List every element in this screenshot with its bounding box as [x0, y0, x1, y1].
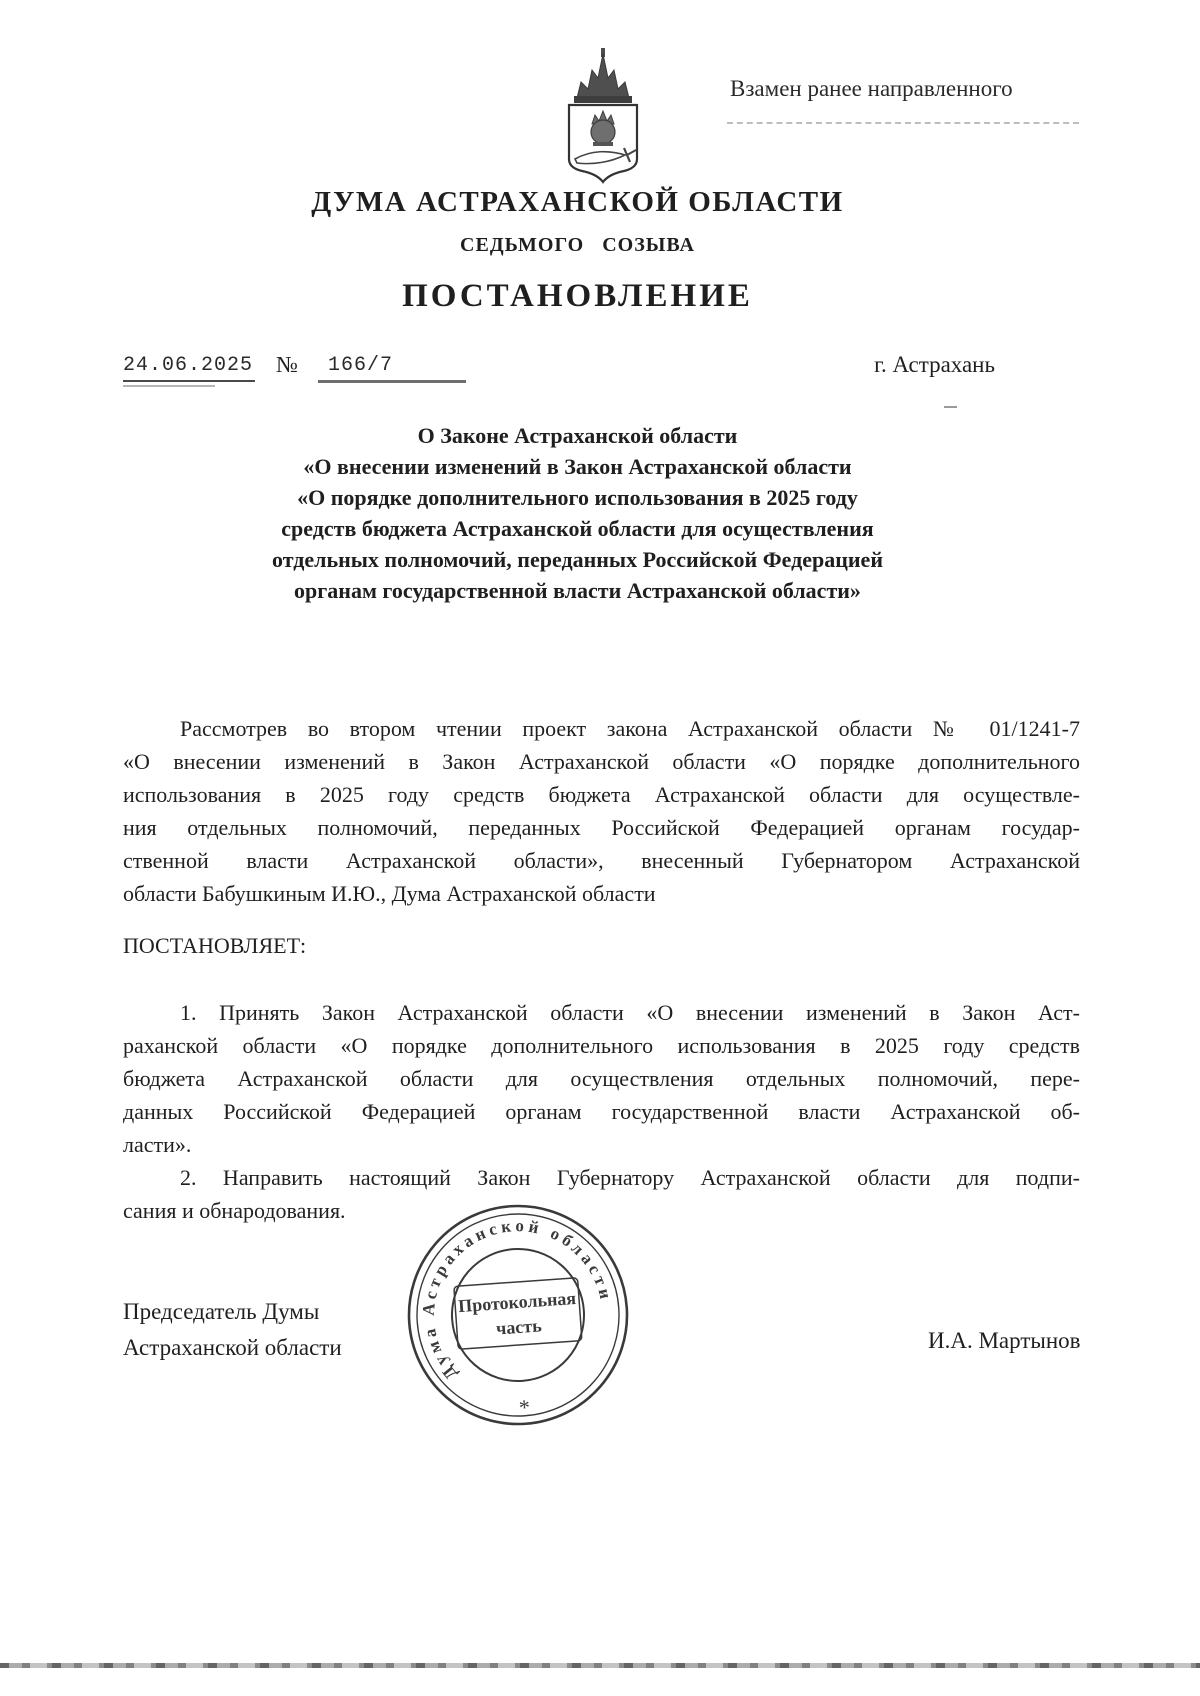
stamp-middle-ring — [410, 1207, 626, 1423]
document-date: 24.06.2025 — [123, 354, 255, 382]
body-line: сания и обнародования. — [123, 1198, 346, 1223]
convocation-label: СЕДЬМОГО СОЗЫВА — [460, 234, 695, 256]
body-line: бюджета Астраханской области для осуществления отдельных полномочий, пере- — [123, 1066, 1080, 1091]
replacement-dashed-line — [727, 122, 1079, 124]
organization-name: ДУМА АСТРАХАНСКОЙ ОБЛАСТИ — [311, 186, 844, 218]
inner-crown-band — [593, 142, 613, 146]
body-line: 2. Направить настоящий Закон Губернатору Астраханской области для подпи- — [180, 1165, 1080, 1190]
crown-band — [574, 96, 632, 103]
document-header — [75, 186, 1080, 315]
stamp-ring-text: Дума Астраханской области — [418, 1216, 617, 1384]
date-underline-artifact — [123, 385, 215, 387]
replacement-note: Взамен ранее направленного — [730, 76, 1013, 101]
scan-artifact-line — [0, 1663, 1200, 1668]
document-subject — [95, 420, 1060, 606]
resolution-item-1 — [123, 996, 1080, 1161]
subject-line: органам государственной власти Астраханской области» — [294, 578, 861, 603]
body-line: области Бабушкиным И.Ю., Дума Астраханской области — [123, 881, 656, 906]
subject-line: «О внесении изменений в Закон Астраханской области — [303, 454, 852, 479]
signer-role-line: Председатель Думы — [123, 1299, 320, 1324]
preamble-paragraph — [123, 712, 1080, 910]
body-line: раханской области «О порядке дополнительного использования в 2025 году средств — [123, 1033, 1080, 1058]
body-line: данных Российской Федерацией органам государственной власти Астраханской об- — [123, 1099, 1080, 1124]
signer-name: И.А. Мартынов — [928, 1328, 1081, 1353]
stamp-center-text-line2: часть — [495, 1315, 543, 1339]
document-number: 166/7 — [318, 354, 466, 383]
signer-role-line: Астраханской области — [123, 1335, 342, 1360]
astrakhan-coat-of-arms-icon — [547, 44, 659, 184]
body-line: 1. Принять Закон Астраханской области «О внесении изменений в Закон Аст- — [180, 1000, 1080, 1025]
big-crown — [577, 54, 629, 98]
stamp-center-text-line1: Протокольная — [457, 1287, 577, 1317]
body-line: ственной власти Астраханской области», внесенный Губернатором Астраханской — [123, 848, 1080, 873]
round-stamp — [398, 1195, 637, 1434]
subject-line: отдельных полномочий, переданных Российской Федерацией — [271, 547, 883, 572]
subject-line: «О порядке дополнительного использования в 2025 году — [297, 485, 858, 510]
subject-line: О Законе Астраханской области — [417, 423, 738, 448]
document-body — [123, 712, 1080, 1227]
signer-role — [123, 1294, 342, 1366]
body-line: использования в 2025 году средств бюджета Астраханской области для осуществле- — [123, 782, 1080, 807]
body-line: Рассмотрев во втором чтении проект закона Астраханской области № 01/1241-7 — [180, 716, 1080, 741]
city-tick-artifact — [944, 406, 957, 408]
subject-line: средств бюджета Астраханской области для осуществления — [281, 516, 874, 541]
resolves-label: ПОСТАНОВЛЯЕТ: — [123, 933, 307, 958]
body-line: ласти». — [123, 1132, 192, 1157]
number-sign: № — [276, 352, 298, 377]
body-line: «О внесении изменений в Закон Астраханской области «О порядке дополнительного — [123, 749, 1080, 774]
document-city: г. Астрахань — [874, 352, 995, 377]
body-line: ния отдельных полномочий, переданных Российской Федерацией органам государ- — [123, 815, 1080, 840]
inner-crown — [591, 120, 615, 144]
document-type-title: ПОСТАНОВЛЕНИЕ — [402, 278, 753, 314]
stamp-star: * — [518, 1394, 531, 1421]
